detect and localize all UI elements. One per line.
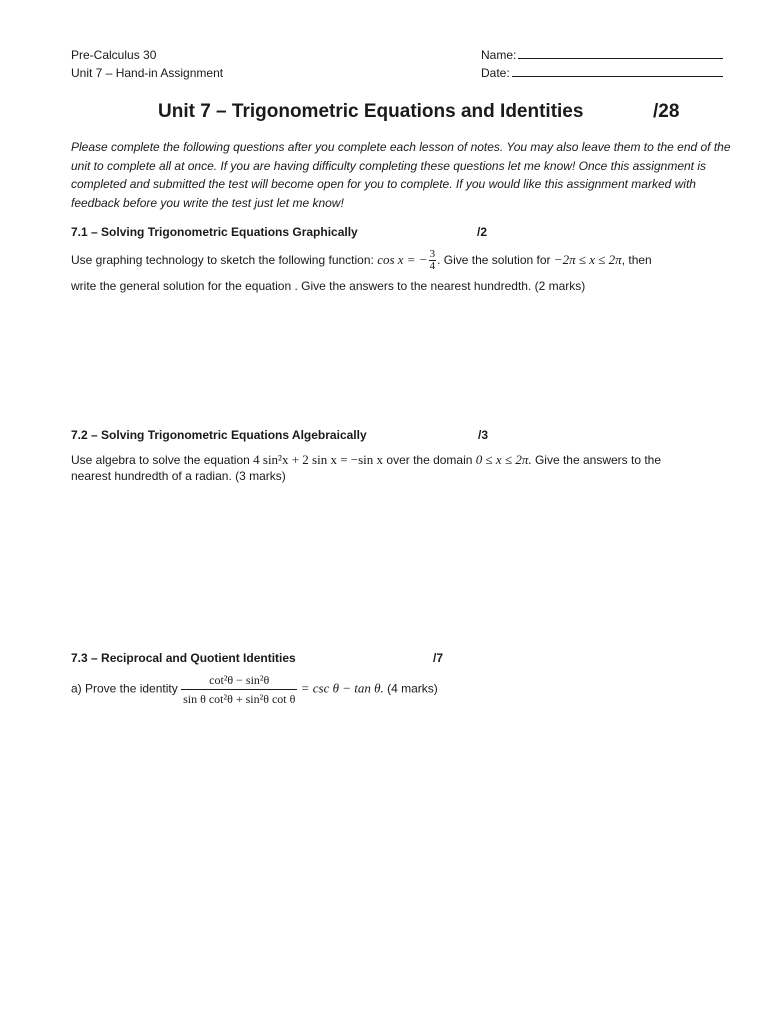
section-7-2-heading: 7.2 – Solving Trigonometric Equations Algebraically: [71, 428, 367, 442]
q71-mid-text: . Give the solution for: [437, 253, 551, 267]
q71-fraction-denominator: 4: [429, 260, 436, 273]
section-7-3-part-a: [71, 672, 438, 707]
q71-post-text: , then: [621, 253, 652, 267]
date-label: Date:: [481, 66, 510, 80]
name-row: [481, 46, 723, 64]
q73a-identity-fraction: [181, 672, 297, 707]
course-name: Pre-Calculus 30: [71, 48, 157, 62]
q71-fraction-numerator: 3: [429, 248, 436, 261]
section-7-2-question-line1: [71, 451, 661, 469]
date-row: [481, 64, 723, 82]
q71-intro-text: Use graphing technology to sketch the following function:: [71, 253, 374, 267]
q73a-rhs: = csc θ − tan θ.: [300, 680, 384, 696]
q72-mid-text: over the domain: [386, 453, 473, 467]
q73a-intro-text: a) Prove the identity: [71, 681, 178, 696]
header-left: [71, 46, 223, 82]
q73a-denominator: sin θ cot²θ + sin²θ cot θ: [183, 692, 296, 706]
date-field[interactable]: [512, 65, 723, 77]
section-7-3-score: /7: [433, 651, 444, 665]
section-7-1-question-line1: [71, 248, 652, 272]
name-field[interactable]: [518, 47, 723, 59]
section-7-1-question-line2: write the general solution for the equation . Give the answers to the nearest hundredth. (2 marks): [71, 279, 586, 293]
q71-equation-lhs: cos x = −: [377, 252, 428, 267]
header-right: [481, 46, 723, 82]
total-score: /28: [653, 101, 680, 122]
name-label: Name:: [481, 48, 517, 62]
section-7-2-question-line2: nearest hundredth of a radian. (3 marks): [71, 469, 286, 483]
section-7-1-score: /2: [477, 225, 488, 239]
instructions: Please complete the following questions after you complete each lesson of notes. You may also leave them to the end of the unit to complete all at once. If you are having difficulty completing these questions let me know! Once this assignment is completed and submitted the test will become open for you to complete. If you would like this assignment marked with feedback before you write the test just let me know!: [71, 140, 731, 210]
section-7-3-heading: 7.3 – Reciprocal and Quotient Identities: [71, 651, 296, 665]
section-7-1-heading: 7.1 – Solving Trigonometric Equations Graphically: [71, 225, 358, 239]
q73a-numerator: cot²θ − sin²θ: [181, 672, 297, 690]
page-title: Unit 7 – Trigonometric Equations and Identities: [158, 101, 584, 122]
q72-equation: 4 sin²x + 2 sin x = −sin x: [253, 452, 384, 467]
title-row: [0, 101, 768, 127]
q72-post-text: Give the answers to the: [534, 453, 662, 467]
q71-fraction: [429, 249, 437, 272]
q72-domain: 0 ≤ x ≤ 2π.: [475, 452, 532, 467]
q73a-marks: (4 marks): [387, 681, 438, 696]
q71-domain: −2π ≤ x ≤ 2π: [553, 252, 622, 267]
q72-intro-text: Use algebra to solve the equation: [71, 453, 250, 467]
assignment-name: Unit 7 – Hand-in Assignment: [71, 66, 224, 80]
section-7-2-score: /3: [478, 428, 489, 442]
